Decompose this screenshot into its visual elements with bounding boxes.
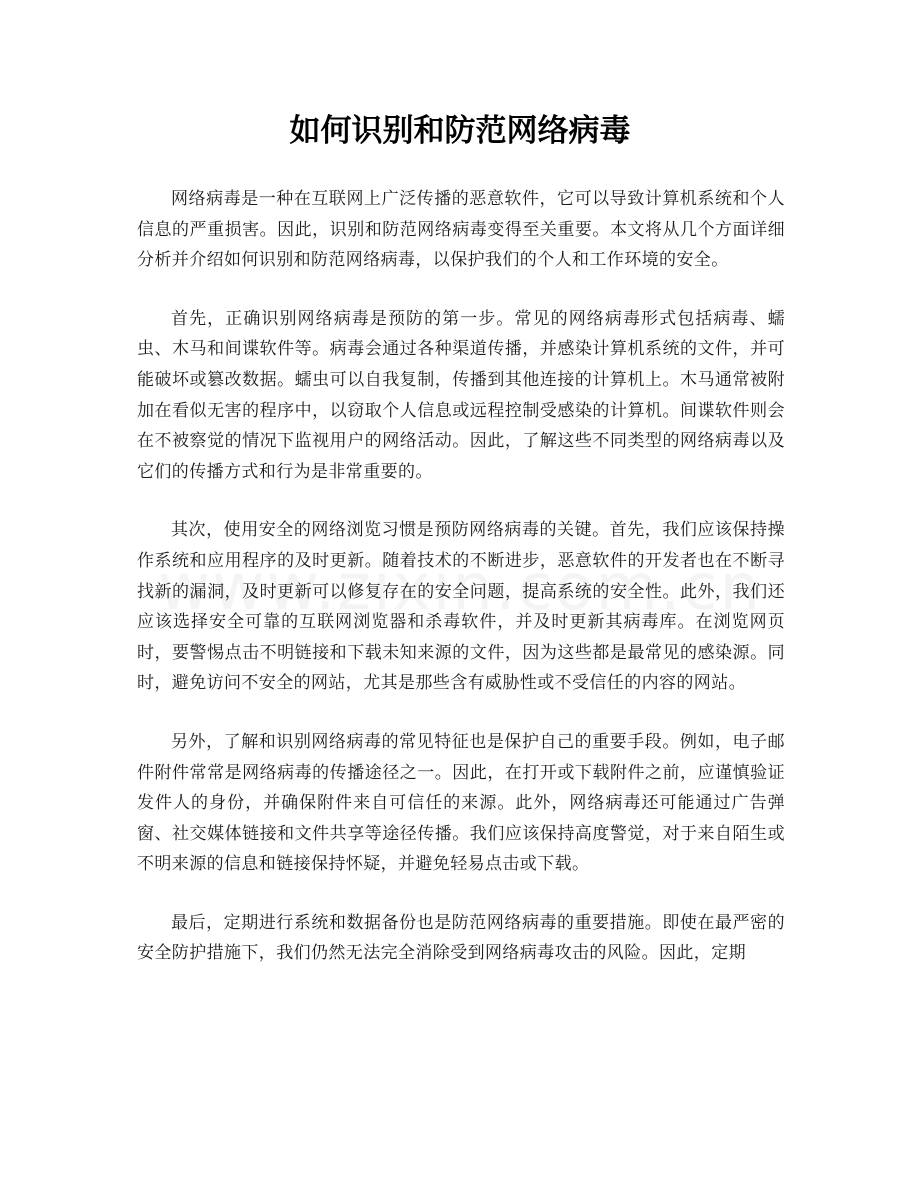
document-title: 如何识别和防范网络病毒 bbox=[289, 113, 631, 149]
paragraph-common-features: 另外，了解和识别网络病毒的常见特征也是保护自己的重要手段。例如，电子邮件附件常常是网络病毒的传播途径之一。因此，在打开或下载附件之前，应谨慎验证发件人的身份，并确保附件来自可信任的来源。此外，网络病毒还可能通过广告弹窗、社交媒体链接和文件共享等途径传播。我们应该保持高度警觉，对于来自陌生或不明来源的信息和链接保持怀疑，并避免轻易点击或下载。 bbox=[137, 731, 785, 875]
paragraph-identify: 首先，正确识别网络病毒是预防的第一步。常见的网络病毒形式包括病毒、蠕虫、木马和间谍软件等。病毒会通过各种渠道传播，并感染计算机系统的文件，并可能破坏或篡改数据。蠕虫可以自我复制，传播到其他连接的计算机上。木马通常被附加在看似无害的程序中，以窃取个人信息或远程控制受感染的计算机。间谍软件则会在不被察觉的情况下监视用户的网络活动。因此，了解这些不同类型的网络病毒以及它们的传播方式和行为是非常重要的。 bbox=[137, 308, 785, 482]
document-body bbox=[137, 184, 785, 997]
paragraph-browsing-habits: 其次，使用安全的网络浏览习惯是预防网络病毒的关键。首先，我们应该保持操作系统和应用程序的及时更新。随着技术的不断进步，恶意软件的开发者也在不断寻找新的漏洞，及时更新可以修复存在的安全问题，提高系统的安全性。此外，我们还应该选择安全可靠的互联网浏览器和杀毒软件，并及时更新其病毒库。在浏览网页时，要警惕点击不明链接和下载未知来源的文件，因为这些都是最常见的感染源。同时，避免访问不安全的网站，尤其是那些含有威胁性或不受信任的内容的网站。 bbox=[137, 520, 785, 694]
paragraph-intro: 网络病毒是一种在互联网上广泛传播的恶意软件，它可以导致计算机系统和个人信息的严重损害。因此，识别和防范网络病毒变得至关重要。本文将从几个方面详细分析并介绍如何识别和防范网络病毒，以保护我们的个人和工作环境的安全。 bbox=[137, 189, 785, 271]
paragraph-backup: 最后，定期进行系统和数据备份也是防范网络病毒的重要措施。即使在最严密的安全防护措施下，我们仍然无法完全消除受到网络病毒攻击的风险。因此，定期 bbox=[137, 912, 785, 964]
